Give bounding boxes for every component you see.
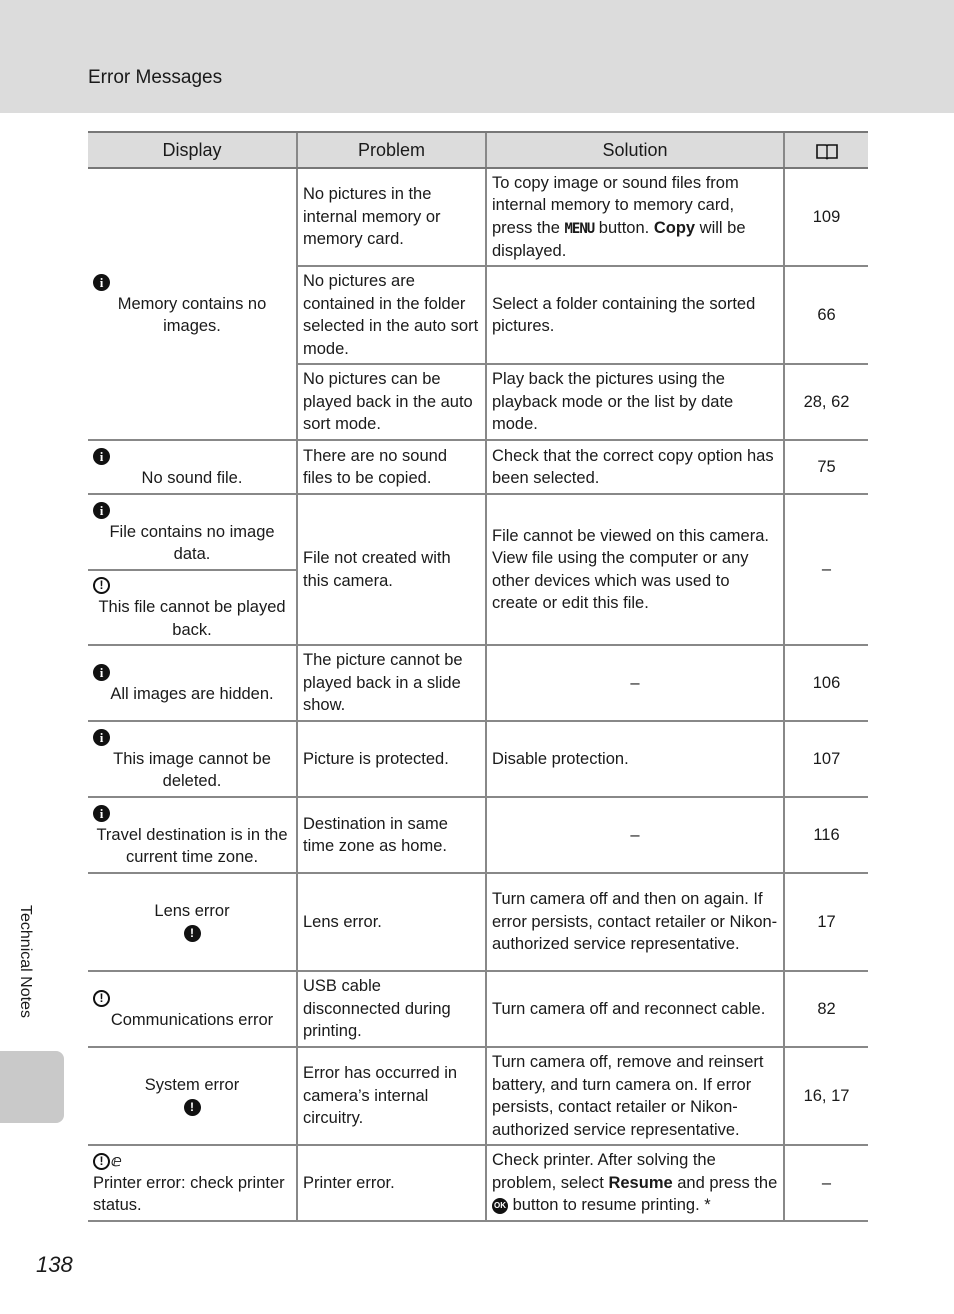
solution-cell: Check printer. After solving the problem, select Resume and press the OK button to resume printing. * (486, 1145, 784, 1221)
table-row (88, 1145, 868, 1221)
problem-cell: No pictures can be played back in the auto sort mode. (297, 364, 486, 440)
solution-cell: File cannot be viewed on this camera. View file using the computer or any other devices which was used to create or edit this file. (486, 494, 784, 645)
page-cell: 28, 62 (784, 364, 868, 440)
problem-cell: Picture is protected. (297, 721, 486, 797)
solution-cell: Turn camera off, remove and reinsert battery, and turn camera on. If error persists, contact retailer or Nikon-authorized service representative. (486, 1047, 784, 1145)
display-cell: i File contains no image data. (88, 494, 297, 570)
problem-cell: USB cable disconnected during printing. (297, 971, 486, 1047)
ok-button-icon: OK (492, 1198, 508, 1214)
table-header-row (88, 132, 868, 168)
table-row (88, 168, 868, 266)
warning-outline-icon: ! (93, 577, 110, 594)
problem-cell: The picture cannot be played back in a slide show. (297, 645, 486, 721)
page-cell: – (784, 1145, 868, 1221)
display-cell: i This image cannot be deleted. (88, 721, 297, 797)
table-row (88, 1047, 868, 1145)
problem-cell: No pictures are contained in the folder selected in the auto sort mode. (297, 266, 486, 364)
info-icon: i (93, 448, 110, 465)
page-cell: 109 (784, 168, 868, 266)
solution-cell: Select a folder containing the sorted pictures. (486, 266, 784, 364)
table-row (88, 494, 868, 570)
chapter-label: Technical Notes (17, 905, 34, 1018)
solution-cell: Turn camera off and then on again. If error persists, contact retailer or Nikon-authorized service representative. (486, 873, 784, 971)
problem-cell: There are no sound files to be copied. (297, 440, 486, 494)
column-header-page (784, 132, 868, 168)
error-messages-table (88, 131, 868, 1222)
display-cell: ! ⅇ Printer error: check printer status. (88, 1145, 297, 1221)
table-row (88, 645, 868, 721)
solution-cell: – (486, 645, 784, 721)
printer-warning-icon: ! (93, 1153, 110, 1170)
display-cell: i All images are hidden. (88, 645, 297, 721)
warning-icon: ! (184, 925, 201, 942)
page-cell: 16, 17 (784, 1047, 868, 1145)
problem-cell: Printer error. (297, 1145, 486, 1221)
info-icon: i (93, 502, 110, 519)
page-cell: 66 (784, 266, 868, 364)
display-cell: Lens error ! (88, 873, 297, 971)
display-cell: i Memory contains no images. (88, 168, 297, 440)
solution-cell: To copy image or sound files from internal memory to memory card, press the MENU button. Copy will be displayed. (486, 168, 784, 266)
page-cell: – (784, 494, 868, 645)
problem-cell: Error has occurred in camera’s internal circuitry. (297, 1047, 486, 1145)
display-cell: ! This file cannot be played back. (88, 570, 297, 645)
display-cell: ! Communications error (88, 971, 297, 1047)
table-row (88, 971, 868, 1047)
display-cell: i Travel destination is in the current time zone. (88, 797, 297, 873)
table-row (88, 797, 868, 873)
info-icon: i (93, 274, 110, 291)
column-header-solution: Solution (486, 132, 784, 168)
info-icon: i (93, 805, 110, 822)
problem-cell: Destination in same time zone as home. (297, 797, 486, 873)
page-cell: 107 (784, 721, 868, 797)
column-header-display: Display (88, 132, 297, 168)
solution-cell: – (486, 797, 784, 873)
solution-cell: Play back the pictures using the playback mode or the list by date mode. (486, 364, 784, 440)
warning-icon: ! (184, 1099, 201, 1116)
page-cell: 82 (784, 971, 868, 1047)
menu-button-icon: MENU (564, 220, 595, 237)
display-cell: System error ! (88, 1047, 297, 1145)
solution-cell: Turn camera off and reconnect cable. (486, 971, 784, 1047)
page-cell: 17 (784, 873, 868, 971)
display-cell: i No sound file. (88, 440, 297, 494)
page-cell: 116 (784, 797, 868, 873)
warning-outline-icon: ! (93, 990, 110, 1007)
problem-cell: File not created with this camera. (297, 494, 486, 645)
page-cell: 106 (784, 645, 868, 721)
section-title: Error Messages (88, 67, 223, 88)
page-number: 138 (36, 1252, 73, 1277)
problem-cell: No pictures in the internal memory or memory card. (297, 168, 486, 266)
solution-cell: Disable protection. (486, 721, 784, 797)
page-cell: 75 (784, 440, 868, 494)
table-row (88, 721, 868, 797)
problem-cell: Lens error. (297, 873, 486, 971)
book-reference-icon (815, 143, 839, 160)
chapter-tab (0, 1051, 64, 1123)
info-icon: i (93, 664, 110, 681)
column-header-problem: Problem (297, 132, 486, 168)
table-row (88, 440, 868, 494)
table-row (88, 873, 868, 971)
solution-cell: Check that the correct copy option has been selected. (486, 440, 784, 494)
info-icon: i (93, 729, 110, 746)
header-band (0, 0, 954, 113)
